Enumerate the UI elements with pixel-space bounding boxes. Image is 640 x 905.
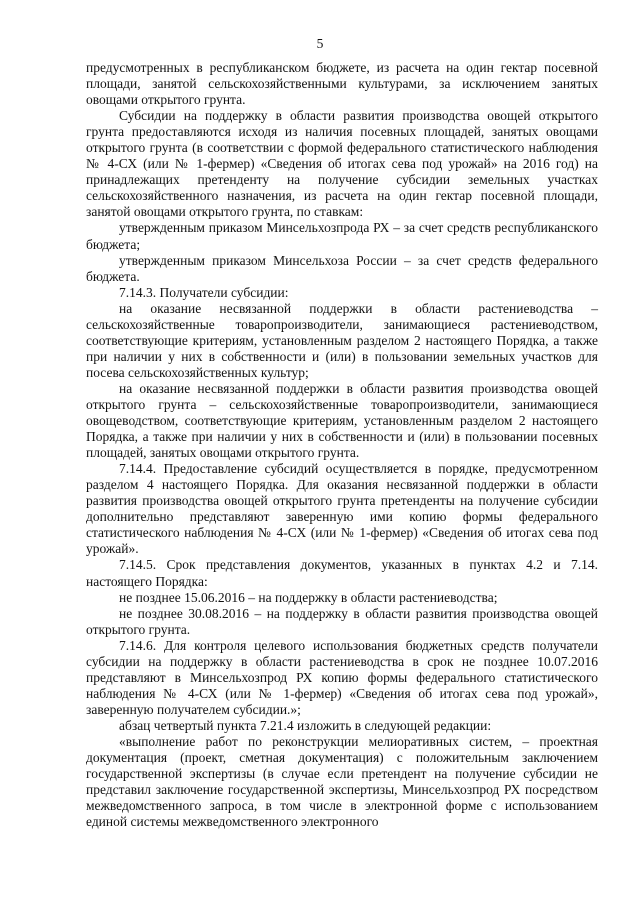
paragraph-deadline-crop: не позднее 15.06.2016 – на поддержку в области растениеводства; (119, 589, 498, 605)
paragraph-7-14-5: 7.14.5. Срок представления документов, указанных в пунктах 4.2 и 7.14. настоящего Порядка: (86, 557, 598, 589)
paragraph-7-14-3-heading: 7.14.3. Получатели субсидии: (119, 284, 289, 300)
paragraph-amendment-text: «выполнение работ по реконструкции мелиоративных систем, – проектная документация (проект, сметная документация) с положительным заключением государственной экспертизы (в случае если претендент на получение субсидии не представил заключение государственной экспертизы, Минсельхозпрод РХ посредством межведомственного запроса, в том числе в электронной форме с использованием единой системы межведомственного электронного (86, 733, 598, 830)
paragraph-rate-republican: утвержденным приказом Минсельхозпрода РХ – за счет средств республиканского бюджета; (86, 220, 598, 252)
paragraph-amendment-7-21-4: абзац четвертый пункта 7.21.4 изложить в следующей редакции: (119, 717, 492, 733)
document-body (86, 60, 598, 830)
paragraph-continuation: предусмотренных в республиканском бюджете, из расчета на один гектар посевной площади, занятой сельскохозяйственными культурами, за исключением занятых овощами открытого грунта. (86, 60, 598, 108)
paragraph-vegetable-subsidy-basis: Субсидии на поддержку в области развития производства овощей открытого грунта предоставляются исходя из наличия посевных площадей, занятых овощами открытого грунта (в соответствии с формой федерального статистического наблюдения № 4-СХ (или № 1-фермер) «Сведения об итогах сева под урожай» на 2016 год) на принадлежащих претенденту на получение субсидии земельных участках сельскохозяйственного назначения, из расчета на один гектар посевной площади, занятой овощами открытого грунта, по ставкам: (86, 108, 598, 220)
paragraph-rate-federal: утвержденным приказом Минсельхоза России – за счет средств федерального бюджета. (86, 252, 598, 284)
paragraph-deadline-vegetable: не позднее 30.08.2016 – на поддержку в области развития производства овощей открытого грунта. (86, 605, 598, 637)
page-number: 5 (316, 36, 324, 51)
paragraph-recipients-crop: на оказание несвязанной поддержки в области растениеводства – сельскохозяйственные товаропроизводители, занимающиеся растениеводством, соответствующие критериям, установленным разделом 2 настоящего Порядка, а также при наличии у них в собственности и (или) в пользовании земельных участков для посева сельскохозяйственных культур; (86, 300, 598, 380)
paragraph-7-14-6: 7.14.6. Для контроля целевого использования бюджетных средств получатели субсидии на поддержку в области растениеводства в срок не позднее 10.07.2016 представляют в Минсельхозпрод РХ копию формы федерального статистического наблюдения № 4-СХ (или № 1-фермер) «Сведения об итогах сева под урожай», заверенную получателем субсидии.»; (86, 637, 598, 717)
paragraph-7-14-4: 7.14.4. Предоставление субсидий осуществляется в порядке, предусмотренном разделом 4 настоящего Порядка. Для оказания несвязанной поддержки в области развития производства овощей открытого грунта претенденты на получение субсидии дополнительно представляют заверенную ими копию формы федерального статистического наблюдения № 4-СХ (или № 1-фермер) «Сведения об итогах сева под урожай». (86, 461, 598, 557)
paragraph-recipients-vegetable: на оказание несвязанной поддержки в области развития производства овощей открытого грунта – сельскохозяйственные товаропроизводители, занимающиеся овощеводством, соответствующие критериям, установленным разделом 2 настоящего Порядка, а также при наличии у них в собственности и (или) в пользовании посевных площадей, занятых овощами открытого грунта. (86, 380, 598, 461)
